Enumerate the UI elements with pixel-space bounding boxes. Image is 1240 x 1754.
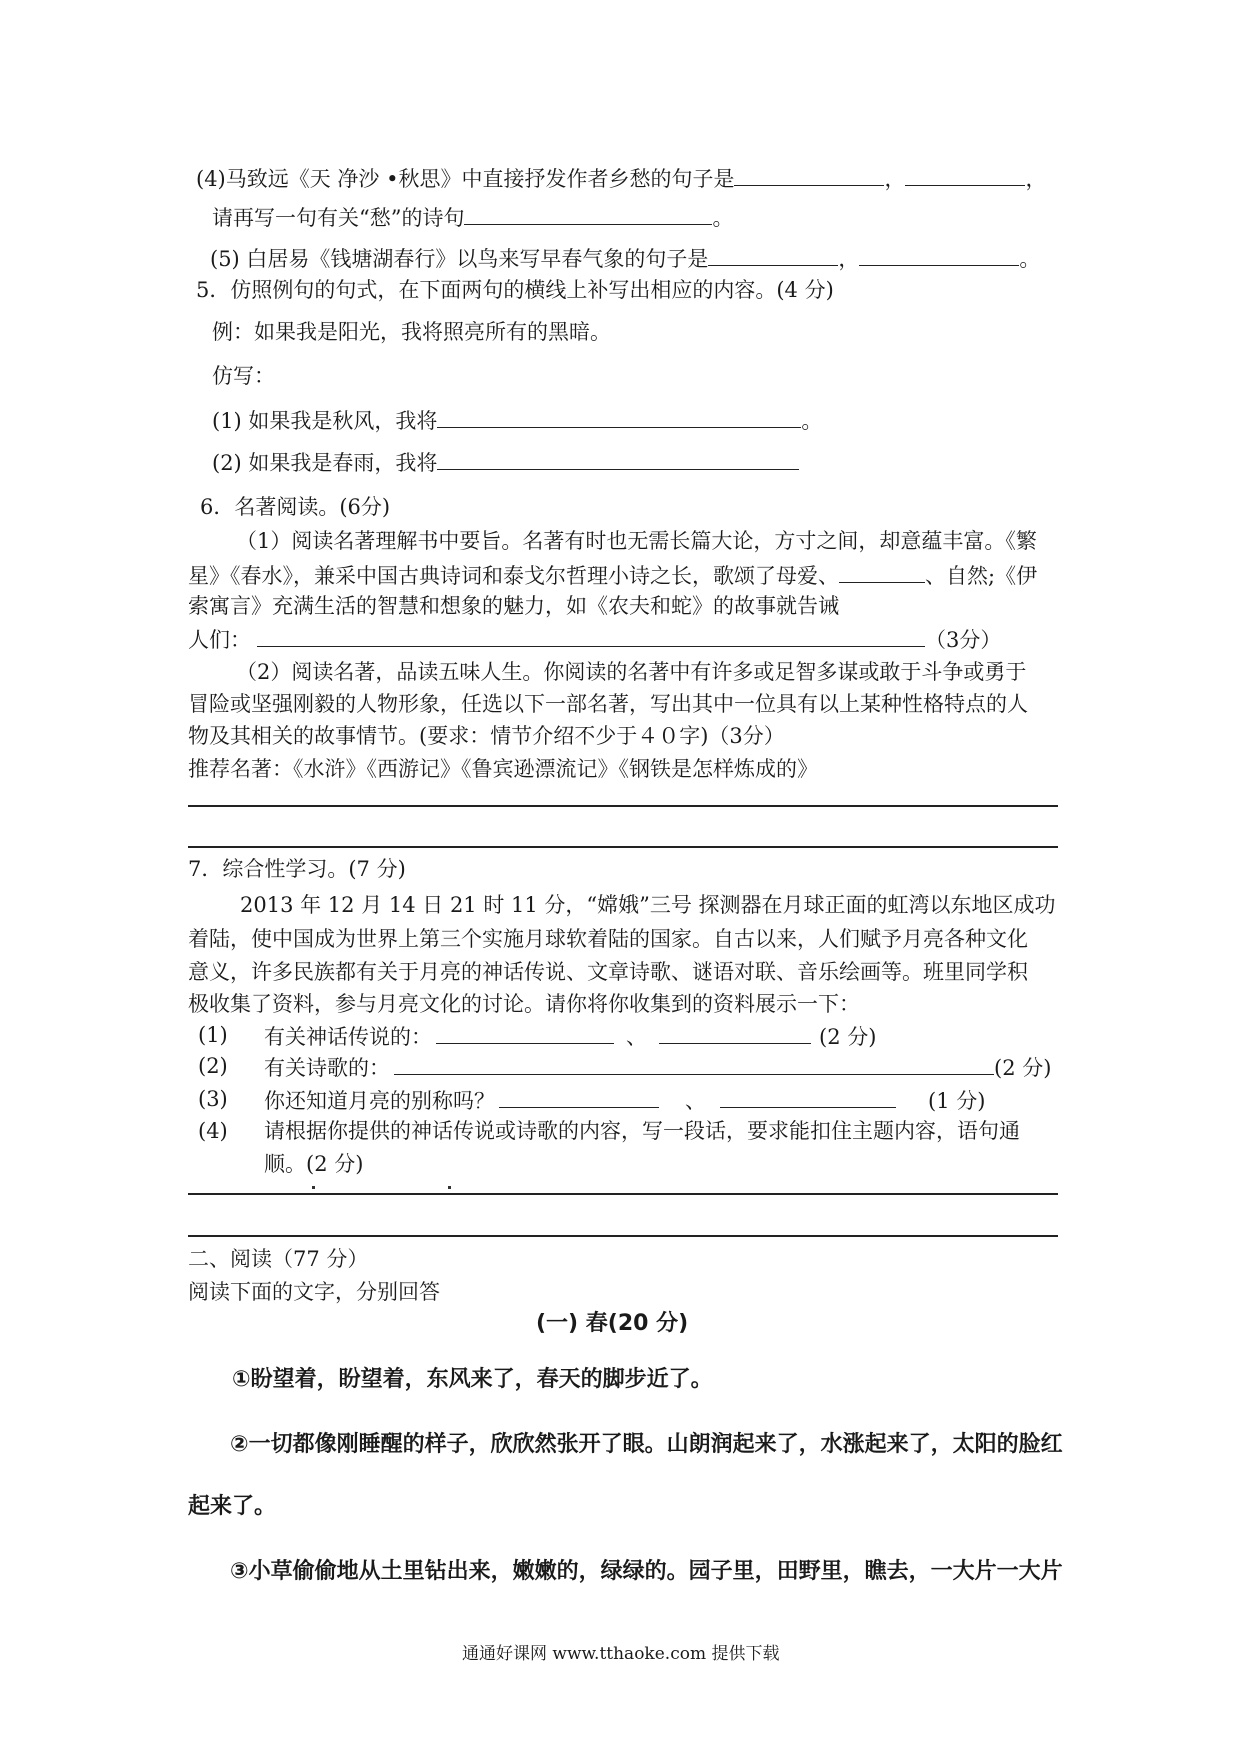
spring-paragraph-2-line2: 起来了。 <box>188 1494 277 1519</box>
q6-p2-line2: 冒险或坚强刚毅的人物形象，任选以下一部名著，写出其中一位具有以上某种性格特点的人 <box>188 692 1028 716</box>
section2-title: 二、阅读（77 分） <box>188 1247 369 1271</box>
q4-answer-blank-2[interactable] <box>905 163 1025 186</box>
q4-comma-2: ， <box>1025 167 1047 191</box>
q5-item-2-text: (2) 如果我是春雨，我将 <box>212 451 438 475</box>
q6-answer-line-1[interactable] <box>188 805 1058 807</box>
q6-p1-line2a: 星》《春水》，兼采中国古典诗词和泰戈尔哲理小诗之长，歌颂了母爱、 <box>188 564 839 588</box>
q4-text-2: 请再写一句有关“愁”的诗句 <box>212 206 465 230</box>
spring-paragraph-3-line1: ③小草偷偷地从土里钻出来，嫩嫩的，绿绿的。园子里，田野里，瞧去，一大片一大片 <box>230 1559 1063 1584</box>
q7-moon-name-blank-1[interactable] <box>499 1085 659 1108</box>
scan-speck <box>312 1186 315 1189</box>
q6-p2-line4: 推荐名著：《水浒》《西游记》《鲁宾逊漂流记》《钢铁是怎样炼成的》 <box>188 757 818 781</box>
q7-para-line2: 着陆，使中国成为世界上第三个实施月球软着陆的国家。自古以来，人们赋予月亮各种文化 <box>188 927 1028 951</box>
q7-item-3-num: (3) <box>198 1087 228 1111</box>
q6-lesson-blank[interactable] <box>257 624 925 647</box>
q7-para-line3: 意义，许多民族都有关于月亮的神话传说、文章诗歌、谜语对联、音乐绘画等。班里同学积 <box>188 960 1028 984</box>
section2-subtitle: (一) 春(20 分) <box>536 1311 689 1336</box>
q7-title: 7．综合性学习。(7 分) <box>188 857 406 881</box>
q6-p1-line2 <box>188 560 1037 590</box>
q7-item-4-line2: 顺。(2 分) <box>264 1152 364 1176</box>
q6-p2-line1: （2）阅读名著，品读五味人生。你阅读的名著中有许多或足智多谋或敢于斗争或勇于 <box>236 660 1027 684</box>
q5-poem-comma: ， <box>838 247 860 271</box>
q5-item-2 <box>212 447 799 477</box>
q4-line1 <box>196 163 1046 193</box>
q5-item-1 <box>212 405 822 435</box>
q7-item-2-text: 有关诗歌的： <box>264 1056 390 1080</box>
q7-moon-name-blank-2[interactable] <box>720 1085 896 1108</box>
q5-poem-line <box>210 243 1040 273</box>
q7-para-line4: 极收集了资料，参与月亮文化的讨论。请你将你收集到的资料展示一下： <box>188 992 860 1016</box>
q5-title: 5．仿照例句的句式，在下面两句的横线上补写出相应的内容。(4 分) <box>196 278 834 302</box>
section2-instruction: 阅读下面的文字，分别回答 <box>188 1280 440 1304</box>
q6-p1-line1: （1）阅读名著理解书中要旨。名著有时也无需长篇大论，方寸之间，却意蕴丰富。《繁 <box>236 529 1037 553</box>
q7-item-1 <box>264 1021 876 1051</box>
q7-item-1-text: 有关神话传说的： <box>264 1025 432 1049</box>
q5-item-1-text: (1) 如果我是秋风，我将 <box>212 409 438 433</box>
q7-myth-blank-1[interactable] <box>436 1021 614 1044</box>
spring-paragraph-1: ①盼望着，盼望着，东风来了，春天的脚步近了。 <box>232 1367 713 1392</box>
scan-speck <box>448 1186 451 1189</box>
q4-comma: ， <box>884 167 906 191</box>
q7-item-3-score: (1 分) <box>928 1089 986 1113</box>
q6-people-label: 人们： <box>188 628 251 652</box>
q7-answer-line-1[interactable] <box>188 1193 1058 1195</box>
q4-answer-blank-3[interactable] <box>464 202 712 225</box>
q5-poem-text: (5) 白居易《钱塘湖春行》以鸟来写早春气象的句子是 <box>210 247 709 271</box>
q6-love-blank[interactable] <box>839 560 925 583</box>
q7-item-1-sep: 、 <box>626 1025 647 1049</box>
q7-item-2-num: (2) <box>198 1054 228 1078</box>
q7-answer-line-2[interactable] <box>188 1235 1058 1237</box>
q6-p1-line2b: 、自然;《伊 <box>925 564 1038 588</box>
q7-item-1-num: (1) <box>198 1023 228 1047</box>
q7-item-3 <box>264 1085 985 1115</box>
q7-item-4-line1: 请根据你提供的神话传说或诗歌的内容，写一段话，要求能扣住主题内容，语句通 <box>264 1119 1020 1143</box>
q7-item-2-score: (2 分) <box>994 1056 1052 1080</box>
q4-line2 <box>212 202 733 232</box>
q5-example: 例：如果我是阳光，我将照亮所有的黑暗。 <box>212 320 611 344</box>
q5-item-1-period: 。 <box>801 409 823 433</box>
q5-poem-blank-1[interactable] <box>708 243 838 266</box>
q6-p2-line3: 物及其相关的故事情节。(要求：情节介绍不少于４０字)（3分） <box>188 724 785 748</box>
q7-item-2 <box>264 1052 1051 1082</box>
q6-p1-line4 <box>188 624 1001 654</box>
q6-p1-score: （3分） <box>925 628 1002 652</box>
q7-item-1-score: (2 分) <box>819 1025 877 1049</box>
q5-poem-blank-2[interactable] <box>859 243 1019 266</box>
q4-text: (4)马致远《天 净沙 •秋思》中直接抒发作者乡愁的句子是 <box>196 167 735 191</box>
q4-answer-blank-1[interactable] <box>734 163 884 186</box>
spring-paragraph-2-line1: ②一切都像刚睡醒的样子，欣欣然张开了眼。山朗润起来了，水涨起来了，太阳的脸红 <box>230 1432 1063 1457</box>
q5-item-1-blank[interactable] <box>437 405 801 428</box>
q7-item-3-text: 你还知道月亮的别称吗？ <box>264 1089 495 1113</box>
q7-item-3-sep: 、 <box>685 1089 706 1113</box>
q6-p1-line3: 索寓言》充满生活的智慧和想象的魅力，如《农夫和蛇》的故事就告诫 <box>188 594 839 618</box>
q4-period: 。 <box>712 206 734 230</box>
q6-answer-line-2[interactable] <box>188 846 1058 848</box>
q7-myth-blank-2[interactable] <box>659 1021 811 1044</box>
q6-title: 6．名著阅读。(6分) <box>200 495 391 519</box>
q7-item-4-num: (4) <box>198 1119 228 1143</box>
q5-imitate-label: 仿写： <box>212 364 275 388</box>
q7-poem-blank[interactable] <box>394 1052 994 1075</box>
q5-poem-period: 。 <box>1019 247 1041 271</box>
q7-para-line1: 2013 年 12 月 14 日 21 时 11 分，“嫦娥”三号 探测器在月球正面的虹湾以东地区成功 <box>240 893 1056 917</box>
footer-text: 通通好课网 www.tthaoke.com 提供下载 <box>462 1644 780 1664</box>
q5-item-2-blank[interactable] <box>437 447 799 470</box>
